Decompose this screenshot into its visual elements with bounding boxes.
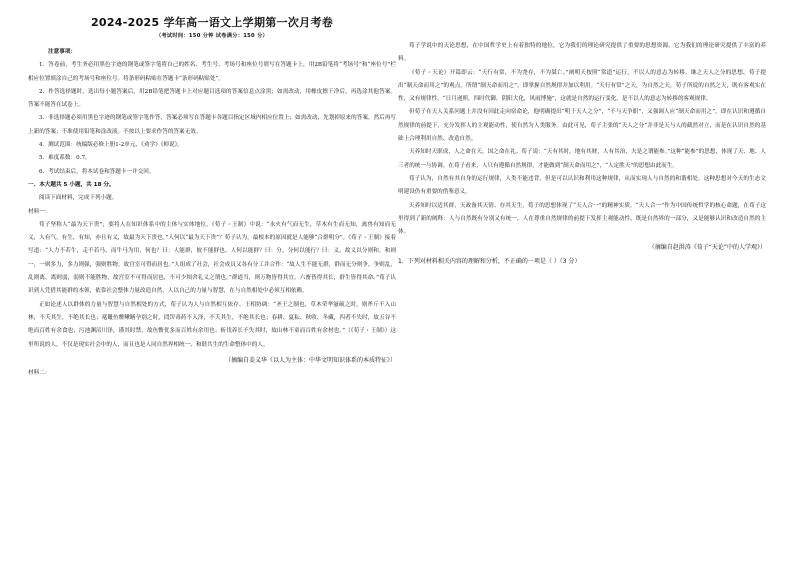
notes-heading: 注意事项：	[48, 49, 76, 55]
material1-paragraph: 荀子坚称人“最为天下贵”，要将人在知识体系中的主体与实体地位。《荀子・王制》中说：“水火有气而无生，草木有生而无知，禽兽有知而无义，人有气，有生，有知，亦且有义，故最为天下贵也。”人何以“最为天下贵”？荀子认为，最根本的原因就是人能够“合群明分”。《荀子・王制》接着写道：“人力不若牛，走不若马，而牛马为用，何也？曰：人能群，彼不能群也。人何以能群？曰：分。分何以能行？曰：义。故义以分则和，和则一，一则多力，多力则强，强则胜物。故宫室可得而居也。”人组成了社会，社会成员又各有分工并合作：“故人生不能无群，群而无分则争，争则乱，乱则离，离则弱，弱则不能胜物，故宫室不可得而居也，不可少顷舍礼义之谓也。”群道当，则万物皆得其宜，六畜皆得其长，群生皆得其命。”荀子认识到人凭借其能群的本领，依靠社会整体力量改造自然，人以自己的力量与智慧，在与自然相处中必须互相依赖。	[28, 221, 396, 295]
material2-paragraph: 荀子认为，自然有其自身的运行规律，人类不能违背，但是可以认识和利用这种规律，从而实现人与自然的和谐相处。这种思想对今天的生态文明建设仍有重要的借鉴意义。	[398, 175, 766, 196]
material2-source: （摘编自赵洪涛《荀子“天论”中的人学观》）	[648, 244, 766, 252]
material2-paragraph: 天养知时天职成，人之命在天，国之命在礼。荀子说：“天有其时，地有其财，人有其治，夫是之谓能参。”这种“能参”的思想，体现了天、地、人三者的统一与协调。在荀子看来，人只有遵循自然规律，才能做到“制天命而用之”，“人定胜天”的思想由此而生。	[398, 149, 766, 169]
right-column	[398, 40, 766, 268]
note-item: 5．难度系数：0.7。	[39, 155, 91, 162]
note-item: 6．考试结束后，将本试卷和答题卡一并交回。	[39, 168, 155, 175]
material1-label: 材料一：	[28, 208, 51, 215]
material2-paragraph: 但荀子在天人关系问题上并没有因此走向宿命论，他明确提出“明于天人之分”，“不与天争职”，又强调人应“制天命而用之”，即在认识和遵循自然规律的前提下，充分发挥人的主观能动性，使自然为人类服务。由此可见，荀子主张的“天人之分”并非是天与人的截然对立，而是在认识自然的基础上合理利用自然、改造自然。	[398, 109, 766, 143]
question-1: 1．下列对材料相关内容的理解和分析，不正确的一项是（ ）（3 分）	[398, 257, 581, 265]
material1-paragraph: 正如论述人以群体的力量与智慧与自然相处的方式，荀子认为人与自然相互依存、王相协调：“圣王之制也，草木荣华滋硕之时，则斧斤不入山林，不夭其生，不绝其长也；鼋鼍鱼鳖鳅鳝孕别之时，罔罟毒药不入泽，不夭其生，不绝其长也；春耕、夏耘、秋收、冬藏，四者不失时，故五谷不绝而百姓有余食也；污池渊沼川泽，谨其时禁，故鱼鳖优多而百姓有余用也；斩伐养长不失其时，故山林不童而百姓有余材也。”（《荀子・王制》）这里所说的人，不仅是现实社会中的人，而且也是人同自然界相统一、和谐共生的生命整体中的人。	[28, 301, 396, 348]
material2-paragraph: 天养知时以适其群，天政备其天情、存其天生，荀子的思想体现了“天人合一”的精神实质。“天人合一”作为中国传统哲学的核心命题，在荀子这里得到了新的阐释：人与自然既有分别又有统一，人在尊重自然规律的前提下发挥主观能动性，既是自然界的一部分，又是能够认识和改造自然的主体。	[398, 202, 766, 236]
exam-title-block	[28, 14, 396, 39]
section-heading: 一、本大题共 5 小题，共 18 分。	[28, 181, 115, 188]
material1-source: （摘编自姜义华《以人为主体：中华文明知识体系的本质特征》）	[224, 356, 396, 364]
note-item: 1．答卷前，考生务必用黑色字迹的钢笔或签字笔将自己的姓名、考生号、考场号和座位号填写在答题卡上，用2B铅笔将“考场号”和“座位号”栏相应位置填涂自己的考场号和座位号。将条形码粘贴在答题卡“条形码粘贴处”。	[28, 62, 396, 82]
material2-label: 材料二：	[28, 370, 51, 377]
left-column	[28, 46, 396, 380]
note-item: 2．作答选择题时，选出每小题答案后，用2B铅笔把答题卡上对应题目选项的答案信息点涂黑；如需改动，用橡皮擦干净后，再选涂其他答案。答案不能答在试卷上。	[28, 88, 396, 109]
exam-meta: （考试时间：150 分钟 试卷满分：150 分）	[155, 33, 269, 39]
material2-paragraph: 《荀子・天论》开篇即云：“天行有常，不为尧存，不为桀亡。”阐明天按照“常道”运行，不以人的意志为转移。继之天人之分的思想，荀子提出“制天命而用之”的观点。所谓“制天命而用之”，即掌握自然规律并加以利用。“天行有常”之天，为自然之天。荀子所说的自然之天，既有客观实在性，又有规律性，“日月递照，四时代御，阴阳大化，风雨博施”，这就是自然的运行变化，是不以人的意志为转移的客观规律。	[398, 69, 766, 103]
note-item: 3．非选择题必须用黑色字迹的钢笔或签字笔作答，答案必须写在答题卡各题目指定区域内相应位置上；如需改动，先划掉原来的答案，然后再写上新的答案；不准使用铅笔和涂改液。不按以上要求作答的答案无效。	[28, 115, 396, 135]
material2-paragraph: 荀子学说中的天论思想，在中国哲学史上有着独特的地位，它为我们的理论研究提供了重要的思想资源。它为我们的理论研究提供了丰富的养料。	[398, 43, 766, 63]
exam-title: 2024-2025 学年高一语文上学期第一次月考卷	[90, 16, 334, 29]
section-instruction: 阅读下面材料，完成下列小题。	[39, 195, 118, 202]
note-item: 4．测试范围：统编版必修上册1-2单元、《劝学》《师说》。	[39, 142, 184, 149]
